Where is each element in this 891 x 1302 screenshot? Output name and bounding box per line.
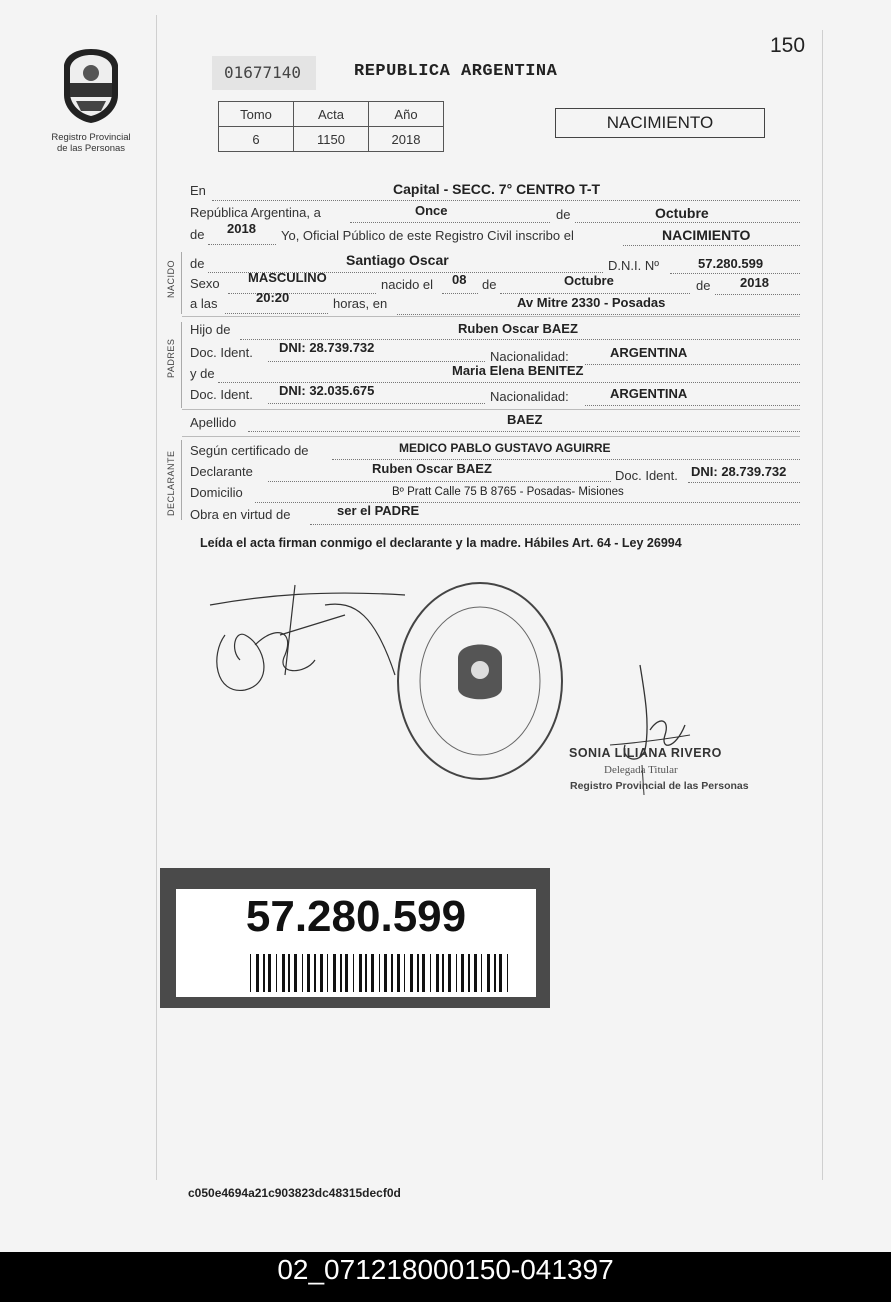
- right-margin-line: [822, 30, 823, 1180]
- label-domicilio: Domicilio: [190, 485, 243, 500]
- address-value: Bº Pratt Calle 75 B 8765 - Posadas- Misiones: [392, 486, 624, 498]
- label-declarante: Declarante: [190, 464, 253, 479]
- label-de: de: [190, 227, 205, 242]
- father-doc-value: DNI: 28.739.732: [279, 340, 375, 355]
- label-de: de: [556, 207, 571, 222]
- footer-code: 02_071218000150-041397: [277, 1254, 614, 1285]
- event-value: NACIMIENTO: [662, 227, 751, 243]
- section-divider: [181, 440, 182, 520]
- dotted-line: [688, 468, 800, 483]
- acta-value: 1150: [294, 127, 369, 152]
- closing-note: Leída el acta firman conmigo el declarante y la madre. Hábiles Art. 64 - Ley 26994: [200, 536, 682, 550]
- coat-of-arms-icon: [56, 45, 126, 125]
- label-de: de: [190, 256, 205, 271]
- declarant-doc-value: DNI: 28.739.732: [691, 464, 787, 479]
- label-republica: República Argentina, a: [190, 205, 321, 220]
- section-rule: [182, 316, 800, 317]
- label-doc-ident: Doc. Ident.: [190, 345, 253, 360]
- page-number: 150: [770, 34, 806, 57]
- section-padres-label: PADRES: [166, 338, 176, 378]
- label-apellido: Apellido: [190, 415, 237, 430]
- section-nacido-label: NACIDO: [166, 259, 176, 298]
- label-horas-en: horas, en: [333, 296, 388, 311]
- section-divider: [181, 252, 182, 314]
- document-hash: c050e4694a21c903823dc48315decf0d: [188, 1186, 401, 1200]
- place-value: Capital - SECC. 7° CENTRO T-T: [393, 181, 601, 197]
- label-de: de: [696, 278, 711, 293]
- left-margin-line: [156, 15, 157, 1180]
- label-de: de: [482, 277, 497, 292]
- label-sexo: Sexo: [190, 276, 220, 291]
- birth-year-value: 2018: [740, 275, 769, 290]
- father-name-value: Ruben Oscar BAEZ: [458, 321, 578, 336]
- label-doc-ident: Doc. Ident.: [615, 468, 678, 483]
- tomo-value: 6: [219, 127, 294, 152]
- label-nacido-el: nacido el: [381, 277, 434, 292]
- declarant-value: Ruben Oscar BAEZ: [372, 461, 492, 476]
- label-nacionalidad: Nacionalidad:: [490, 389, 569, 404]
- country-title: REPUBLICA ARGENTINA: [354, 62, 558, 81]
- birth-month-value: Octubre: [564, 273, 614, 288]
- label-hijo-de: Hijo de: [190, 322, 231, 337]
- month-value: Octubre: [655, 205, 709, 221]
- certificate-by-value: MEDICO PABLO GUSTAVO AGUIRRE: [399, 441, 611, 455]
- birth-place-value: Av Mitre 2330 - Posadas: [517, 295, 666, 310]
- mother-name-value: Maria Elena BENITEZ: [452, 363, 584, 378]
- label-dni: D.N.I. Nº: [608, 258, 659, 273]
- tomo-header: Tomo: [219, 102, 294, 127]
- birth-day-value: 08: [452, 272, 467, 287]
- mother-doc-value: DNI: 32.035.675: [279, 383, 375, 398]
- year-value: 2018: [227, 221, 256, 236]
- mother-nationality-value: ARGENTINA: [610, 386, 688, 401]
- label-obra-en-virtud: Obra en virtud de: [190, 507, 291, 522]
- sex-value: MASCULINO: [248, 270, 327, 285]
- official-seal-icon: [392, 578, 568, 784]
- anio-value: 2018: [369, 127, 444, 152]
- day-value: Once: [415, 203, 448, 218]
- section-rule: [182, 436, 800, 437]
- anio-header: Año: [369, 102, 444, 127]
- label-nacionalidad: Nacionalidad:: [490, 349, 569, 364]
- serial-number: 01677140: [224, 63, 302, 82]
- record-type-box: NACIMIENTO: [555, 108, 765, 138]
- official-name: SONIA LILIANA RIVERO: [569, 746, 722, 760]
- capacity-value: ser el PADRE: [337, 503, 420, 518]
- volume-table: [218, 101, 444, 152]
- time-value: 20:20: [256, 290, 290, 305]
- acta-header: Acta: [294, 102, 369, 127]
- label-yo: Yo, Oficial Público de este Registro Civil inscribo el: [281, 228, 574, 243]
- label-y-de: y de: [190, 366, 215, 381]
- name-value: Santiago Oscar: [346, 252, 449, 268]
- surname-value: BAEZ: [507, 412, 543, 427]
- official-signature-icon: [600, 655, 710, 800]
- label-a-las: a las: [190, 296, 218, 311]
- sticker-number: 57.280.599: [245, 892, 467, 941]
- logo-caption: Registro Provincial de las Personas: [51, 132, 131, 154]
- label-doc-ident: Doc. Ident.: [190, 387, 253, 402]
- label-en: En: [190, 183, 206, 198]
- section-declarante-label: DECLARANTE: [166, 450, 176, 516]
- registry-logo: [48, 45, 134, 154]
- dotted-line: [350, 208, 550, 223]
- official-role: Delegada Titular: [604, 764, 678, 776]
- dni-value: 57.280.599: [698, 256, 764, 271]
- father-nationality-value: ARGENTINA: [610, 345, 688, 360]
- section-divider: [181, 322, 182, 408]
- section-rule: [182, 409, 800, 410]
- official-office: Registro Provincial de las Personas: [570, 780, 749, 792]
- barcode-icon: [250, 954, 512, 992]
- label-segun-certificado: Según certificado de: [190, 443, 309, 458]
